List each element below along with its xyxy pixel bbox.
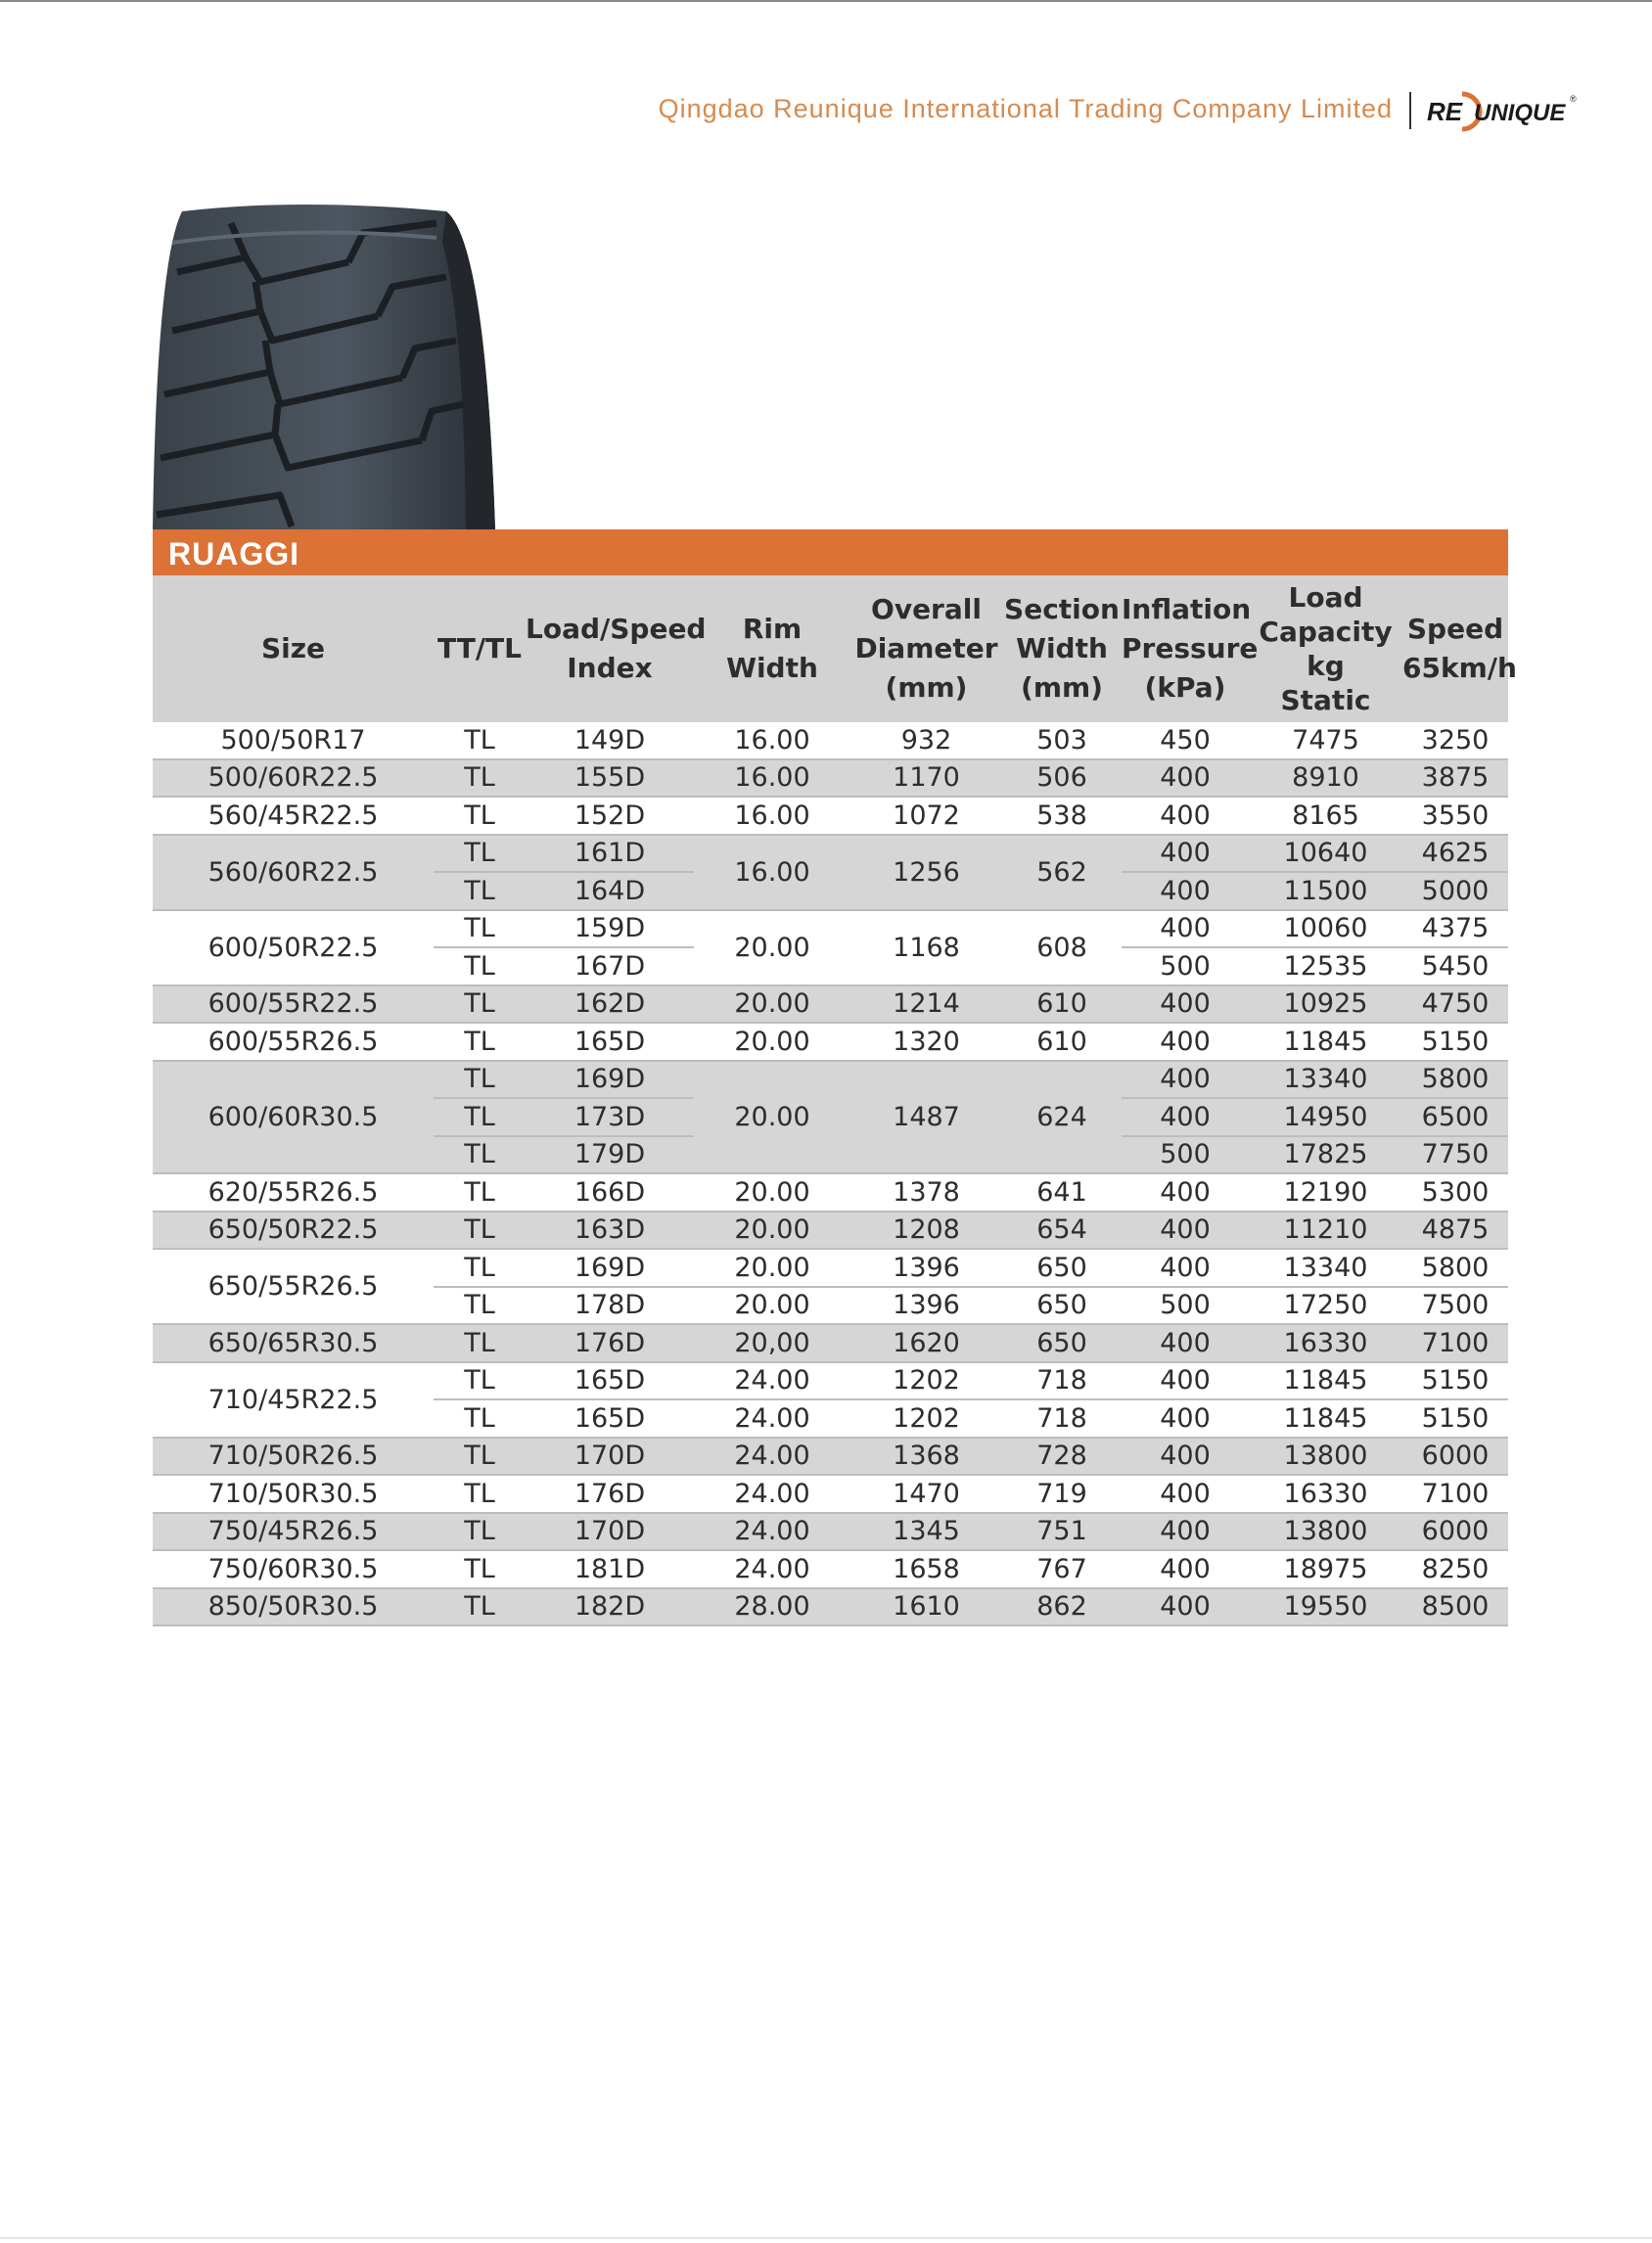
tire-tread-icon [153,204,521,530]
cell-overall-diameter: 1202 [850,1399,1002,1438]
cell-inflation-pressure: 400 [1122,1098,1249,1136]
cell-rim-width: 28.00 [694,1588,850,1626]
cell-section-width: 608 [1002,910,1122,985]
cell-load-capacity: 18975 [1249,1550,1402,1588]
cell-load-capacity: 17825 [1249,1136,1402,1174]
cell-load-speed-index: 178D [526,1287,694,1325]
cell-rim-width: 24.00 [694,1475,850,1513]
cell-size: 600/60R30.5 [153,1061,434,1174]
cell-rim-width: 20.00 [694,1249,850,1287]
table-row [153,1362,1508,1400]
cell-tt-tl: TL [434,947,526,985]
cell-tt-tl: TL [434,872,526,910]
cell-size: 500/50R17 [153,722,434,759]
cell-speed: 5300 [1402,1173,1508,1212]
cell-size: 600/55R22.5 [153,985,434,1024]
spec-table [153,575,1517,1626]
cell-size: 500/60R22.5 [153,759,434,798]
cell-load-capacity: 13340 [1249,1249,1402,1287]
cell-size: 600/50R22.5 [153,910,434,985]
cell-size: 750/45R26.5 [153,1513,434,1551]
cell-load-capacity: 16330 [1249,1324,1402,1362]
cell-tt-tl: TL [434,1136,526,1174]
cell-tt-tl: TL [434,835,526,873]
cell-rim-width: 20.00 [694,1023,850,1061]
cell-tt-tl: TL [434,1287,526,1325]
cell-load-speed-index: 169D [526,1249,694,1287]
cell-inflation-pressure: 400 [1122,1513,1249,1551]
cell-overall-diameter: 1378 [850,1173,1002,1212]
cell-overall-diameter: 1620 [850,1324,1002,1362]
cell-size: 750/60R30.5 [153,1550,434,1588]
cell-overall-diameter: 1168 [850,910,1002,985]
header-section-width: Section Width (mm) [1002,575,1122,722]
cell-overall-diameter: 1658 [850,1550,1002,1588]
logo-registered-mark: ® [1570,94,1577,104]
cell-speed: 4750 [1402,985,1508,1024]
cell-load-capacity: 10060 [1249,910,1402,948]
cell-size: 600/55R26.5 [153,1023,434,1061]
cell-overall-diameter: 1396 [850,1249,1002,1287]
cell-section-width: 538 [1002,797,1122,835]
cell-tt-tl: TL [434,1362,526,1400]
spec-table-body [153,722,1508,1625]
cell-section-width: 610 [1002,1023,1122,1061]
cell-load-speed-index: 152D [526,797,694,835]
cell-inflation-pressure: 400 [1122,1249,1249,1287]
cell-tt-tl: TL [434,1438,526,1476]
cell-speed: 5150 [1402,1399,1508,1438]
cell-inflation-pressure: 400 [1122,1550,1249,1588]
cell-tt-tl: TL [434,1550,526,1588]
product-name: RUAGGI [168,536,299,572]
table-row [153,1212,1508,1250]
cell-speed: 3875 [1402,759,1508,798]
cell-tt-tl: TL [434,1249,526,1287]
cell-tt-tl: TL [434,1513,526,1551]
cell-inflation-pressure: 400 [1122,797,1249,835]
cell-load-speed-index: 164D [526,872,694,910]
cell-speed: 7100 [1402,1324,1508,1362]
cell-speed: 7500 [1402,1287,1508,1325]
cell-load-capacity: 16330 [1249,1475,1402,1513]
cell-load-capacity: 17250 [1249,1287,1402,1325]
cell-section-width: 751 [1002,1513,1122,1551]
cell-load-speed-index: 165D [526,1023,694,1061]
table-row [153,1513,1508,1551]
table-row [153,797,1508,835]
cell-load-speed-index: 170D [526,1438,694,1476]
table-row [153,985,1508,1024]
cell-speed: 4875 [1402,1212,1508,1250]
cell-load-capacity: 11210 [1249,1212,1402,1250]
cell-load-capacity: 8910 [1249,759,1402,798]
cell-load-speed-index: 176D [526,1324,694,1362]
cell-tt-tl: TL [434,1173,526,1212]
cell-load-capacity: 7475 [1249,722,1402,759]
header-size: Size [153,575,434,722]
cell-rim-width: 16.00 [694,835,850,910]
cell-rim-width: 24.00 [694,1513,850,1551]
header-overall-diameter: Overall Diameter (mm) [850,575,1002,722]
cell-speed: 7100 [1402,1475,1508,1513]
cell-rim-width: 20.00 [694,1212,850,1250]
cell-overall-diameter: 1202 [850,1362,1002,1400]
cell-rim-width: 20.00 [694,1173,850,1212]
table-row [153,1324,1508,1362]
cell-size: 710/50R30.5 [153,1475,434,1513]
cell-overall-diameter: 1396 [850,1287,1002,1325]
reunique-logo [1425,88,1582,135]
cell-section-width: 506 [1002,759,1122,798]
cell-load-capacity: 10925 [1249,985,1402,1024]
cell-tt-tl: TL [434,910,526,948]
cell-load-capacity: 12535 [1249,947,1402,985]
cell-overall-diameter: 1487 [850,1061,1002,1174]
cell-section-width: 654 [1002,1212,1122,1250]
logo-unique: UNIQUE [1474,100,1566,126]
cell-rim-width: 20.00 [694,910,850,985]
cell-load-speed-index: 173D [526,1098,694,1136]
cell-load-speed-index: 163D [526,1212,694,1250]
table-row [153,1023,1508,1061]
cell-section-width: 641 [1002,1173,1122,1212]
cell-inflation-pressure: 400 [1122,1173,1249,1212]
header-tt-tl: TT/TL [434,575,526,722]
cell-tt-tl: TL [434,1212,526,1250]
cell-rim-width: 24.00 [694,1399,850,1438]
cell-speed: 3550 [1402,797,1508,835]
cell-load-capacity: 11500 [1249,872,1402,910]
cell-load-capacity: 12190 [1249,1173,1402,1212]
cell-speed: 5150 [1402,1362,1508,1400]
cell-size: 620/55R26.5 [153,1173,434,1212]
cell-load-capacity: 11845 [1249,1399,1402,1438]
cell-load-capacity: 11845 [1249,1362,1402,1400]
cell-tt-tl: TL [434,1475,526,1513]
cell-section-width: 650 [1002,1249,1122,1287]
cell-speed: 4375 [1402,910,1508,948]
bottom-rule [0,2237,1652,2239]
cell-load-speed-index: 169D [526,1061,694,1099]
cell-rim-width: 20,00 [694,1324,850,1362]
cell-overall-diameter: 1610 [850,1588,1002,1626]
cell-overall-diameter: 1256 [850,835,1002,910]
product-title-bar [153,529,1508,575]
cell-speed: 5800 [1402,1061,1508,1099]
cell-load-speed-index: 170D [526,1513,694,1551]
cell-inflation-pressure: 400 [1122,985,1249,1024]
cell-speed: 5450 [1402,947,1508,985]
cell-inflation-pressure: 500 [1122,947,1249,985]
cell-inflation-pressure: 400 [1122,910,1249,948]
cell-load-speed-index: 161D [526,835,694,873]
cell-inflation-pressure: 400 [1122,1588,1249,1626]
cell-overall-diameter: 1470 [850,1475,1002,1513]
cell-load-capacity: 14950 [1249,1098,1402,1136]
cell-inflation-pressure: 400 [1122,1061,1249,1099]
logo-re: RE [1427,97,1463,126]
table-row [153,1249,1508,1287]
cell-overall-diameter: 1345 [850,1513,1002,1551]
cell-size: 650/50R22.5 [153,1212,434,1250]
company-name: Qingdao Reunique International Trading Company Limited [658,94,1393,123]
cell-load-speed-index: 149D [526,722,694,759]
cell-rim-width: 16.00 [694,797,850,835]
cell-size: 850/50R30.5 [153,1588,434,1626]
cell-size: 710/45R22.5 [153,1362,434,1438]
page-header [0,86,1652,135]
cell-inflation-pressure: 400 [1122,1362,1249,1400]
cell-speed: 4625 [1402,835,1508,873]
cell-tt-tl: TL [434,1324,526,1362]
cell-inflation-pressure: 400 [1122,759,1249,798]
cell-tt-tl: TL [434,722,526,759]
cell-load-speed-index: 181D [526,1550,694,1588]
cell-section-width: 767 [1002,1550,1122,1588]
cell-inflation-pressure: 400 [1122,1212,1249,1250]
cell-load-speed-index: 176D [526,1475,694,1513]
cell-inflation-pressure: 400 [1122,1399,1249,1438]
table-row [153,1438,1508,1476]
cell-inflation-pressure: 400 [1122,1438,1249,1476]
header-load-speed-index: Load/Speed Index [526,575,694,722]
cell-rim-width: 24.00 [694,1362,850,1400]
cell-speed: 3250 [1402,722,1508,759]
cell-load-speed-index: 167D [526,947,694,985]
cell-section-width: 719 [1002,1475,1122,1513]
header-speed: Speed 65km/h [1402,575,1508,722]
cell-speed: 8250 [1402,1550,1508,1588]
cell-size: 650/55R26.5 [153,1249,434,1324]
cell-load-speed-index: 182D [526,1588,694,1626]
cell-inflation-pressure: 500 [1122,1136,1249,1174]
cell-section-width: 718 [1002,1399,1122,1438]
cell-section-width: 610 [1002,985,1122,1024]
header-rim-width: Rim Width [694,575,850,722]
cell-section-width: 728 [1002,1438,1122,1476]
cell-section-width: 503 [1002,722,1122,759]
cell-load-capacity: 10640 [1249,835,1402,873]
table-row [153,1550,1508,1588]
table-row [153,910,1508,948]
cell-section-width: 650 [1002,1287,1122,1325]
table-row [153,1588,1508,1626]
cell-rim-width: 20.00 [694,1061,850,1174]
cell-load-capacity: 11845 [1249,1023,1402,1061]
cell-overall-diameter: 1320 [850,1023,1002,1061]
cell-tt-tl: TL [434,759,526,798]
cell-load-capacity: 19550 [1249,1588,1402,1626]
cell-tt-tl: TL [434,1588,526,1626]
cell-load-speed-index: 159D [526,910,694,948]
cell-section-width: 562 [1002,835,1122,910]
cell-rim-width: 20.00 [694,985,850,1024]
cell-tt-tl: TL [434,1023,526,1061]
cell-load-speed-index: 155D [526,759,694,798]
table-row [153,722,1508,759]
cell-speed: 8500 [1402,1588,1508,1626]
table-row [153,835,1508,873]
cell-speed: 5800 [1402,1249,1508,1287]
cell-load-speed-index: 162D [526,985,694,1024]
cell-speed: 6000 [1402,1513,1508,1551]
cell-overall-diameter: 1170 [850,759,1002,798]
cell-overall-diameter: 1208 [850,1212,1002,1250]
header-load-capacity: Load Capacity kg Static [1249,575,1402,722]
cell-load-speed-index: 166D [526,1173,694,1212]
table-row [153,1061,1508,1099]
cell-inflation-pressure: 450 [1122,722,1249,759]
cell-tt-tl: TL [434,1399,526,1438]
cell-rim-width: 24.00 [694,1438,850,1476]
cell-load-capacity: 13800 [1249,1513,1402,1551]
cell-overall-diameter: 1072 [850,797,1002,835]
cell-inflation-pressure: 400 [1122,1475,1249,1513]
cell-speed: 6000 [1402,1438,1508,1476]
cell-section-width: 862 [1002,1588,1122,1626]
cell-tt-tl: TL [434,1098,526,1136]
cell-rim-width: 20.00 [694,1287,850,1325]
cell-size: 560/45R22.5 [153,797,434,835]
cell-overall-diameter: 932 [850,722,1002,759]
cell-rim-width: 24.00 [694,1550,850,1588]
cell-overall-diameter: 1368 [850,1438,1002,1476]
cell-rim-width: 16.00 [694,722,850,759]
cell-rim-width: 16.00 [694,759,850,798]
cell-speed: 5150 [1402,1023,1508,1061]
cell-inflation-pressure: 400 [1122,1324,1249,1362]
cell-load-capacity: 8165 [1249,797,1402,835]
cell-load-speed-index: 179D [526,1136,694,1174]
cell-size: 710/50R26.5 [153,1438,434,1476]
cell-overall-diameter: 1214 [850,985,1002,1024]
cell-section-width: 624 [1002,1061,1122,1174]
cell-inflation-pressure: 500 [1122,1287,1249,1325]
cell-inflation-pressure: 400 [1122,872,1249,910]
header-inflation-pressure: Inflation Pressure (kPa) [1122,575,1249,722]
cell-speed: 6500 [1402,1098,1508,1136]
cell-section-width: 650 [1002,1324,1122,1362]
cell-load-capacity: 13800 [1249,1438,1402,1476]
cell-load-speed-index: 165D [526,1399,694,1438]
cell-inflation-pressure: 400 [1122,1023,1249,1061]
table-row [153,759,1508,798]
cell-speed: 5000 [1402,872,1508,910]
cell-load-speed-index: 165D [526,1362,694,1400]
cell-inflation-pressure: 400 [1122,835,1249,873]
cell-tt-tl: TL [434,1061,526,1099]
logo-divider [1409,92,1411,129]
cell-tt-tl: TL [434,797,526,835]
cell-load-capacity: 13340 [1249,1061,1402,1099]
cell-speed: 7750 [1402,1136,1508,1174]
cell-section-width: 718 [1002,1362,1122,1400]
cell-size: 560/60R22.5 [153,835,434,910]
top-rule [0,0,1652,2]
table-row [153,1475,1508,1513]
table-header-row [153,575,1508,722]
cell-size: 650/65R30.5 [153,1324,434,1362]
table-row [153,1173,1508,1212]
cell-tt-tl: TL [434,985,526,1024]
